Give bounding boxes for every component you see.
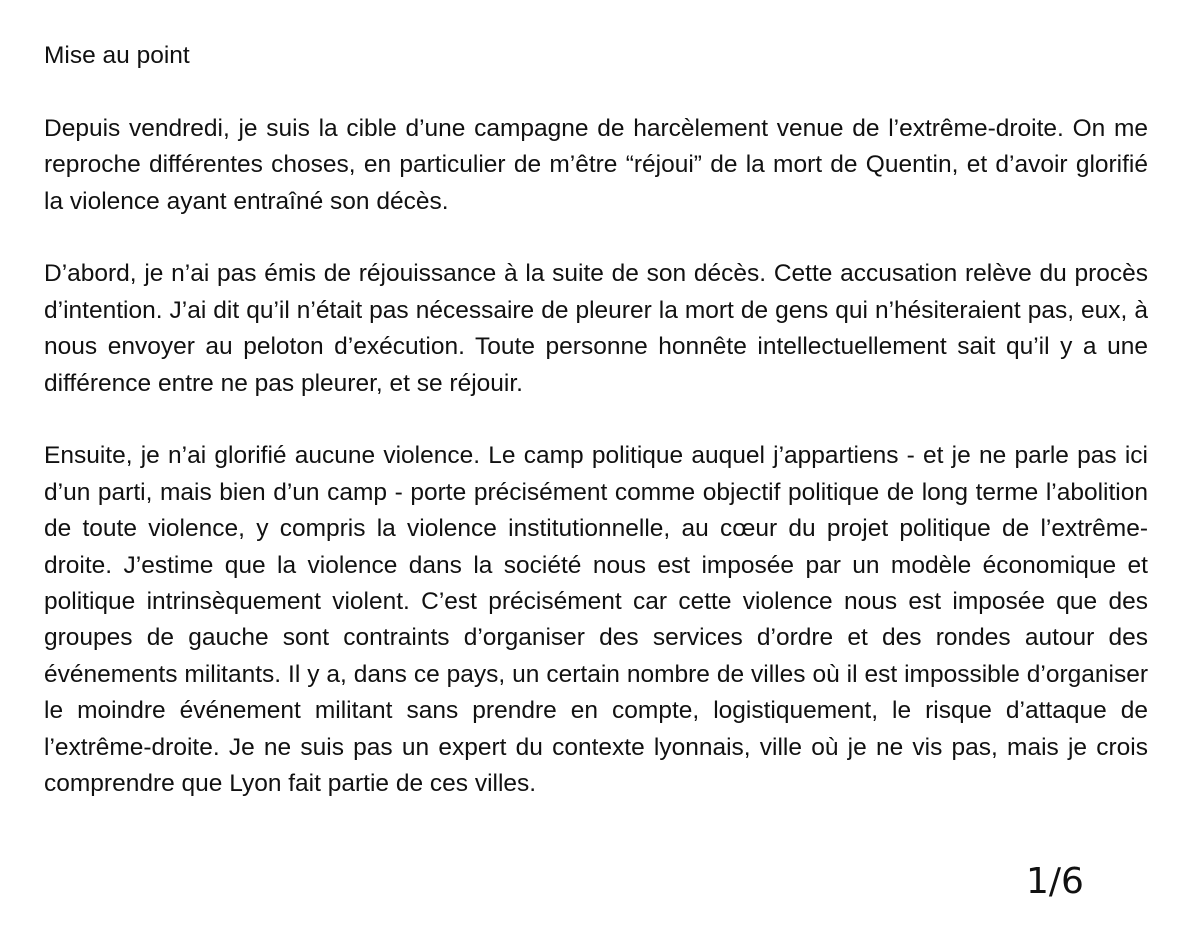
document-page <box>44 38 1148 839</box>
paragraph-3: Ensuite, je n’ai glorifié aucune violence. Le camp politique auquel j’appartiens - et je ne parle pas ici d’un parti, mais bien d’un camp - porte précisément comme objectif politique de long terme l’abolition de toute violence, y compris la violence institutionnelle, au cœur du projet politique de l’extrême-droite. J’estime que la violence dans la société nous est imposée par un modèle économique et politique intrinsèquement violent. C’est précisément car cette violence nous est imposée que des groupes de gauche sont contraints d’organiser des services d’ordre et des rondes autour des événements militants. Il y a, dans ce pays, un certain nombre de villes où il est impossible d’organiser le moindre événement militant sans prendre en compte, logistiquement, le risque d’attaque de l’extrême-droite. Je ne suis pas un expert du contexte lyonnais, ville où je ne vis pas, mais je crois comprendre que Lyon fait partie de ces villes. <box>44 442 1148 798</box>
paragraph-1: Depuis vendredi, je suis la cible d’une campagne de harcèlement venue de l’extrême-droite. On me reproche différentes choses, en particulier de m’être “réjoui” de la mort de Quentin, et d’avoir glorifié la violence ayant entraîné son décès. <box>44 114 1148 215</box>
document-title: Mise au point <box>44 42 190 69</box>
page-number: 1/6 <box>1026 861 1084 902</box>
paragraph-2: D’abord, je n’ai pas émis de réjouissance à la suite de son décès. Cette accusation relève du procès d’intention. J’ai dit qu’il n’était pas nécessaire de pleurer la mort de gens qui n’hésiteraient pas, eux, à nous envoyer au peloton d’exécution. Toute personne honnête intellectuellement sait qu’il y a une différence entre ne pas pleurer, et se réjouir. <box>44 260 1148 397</box>
